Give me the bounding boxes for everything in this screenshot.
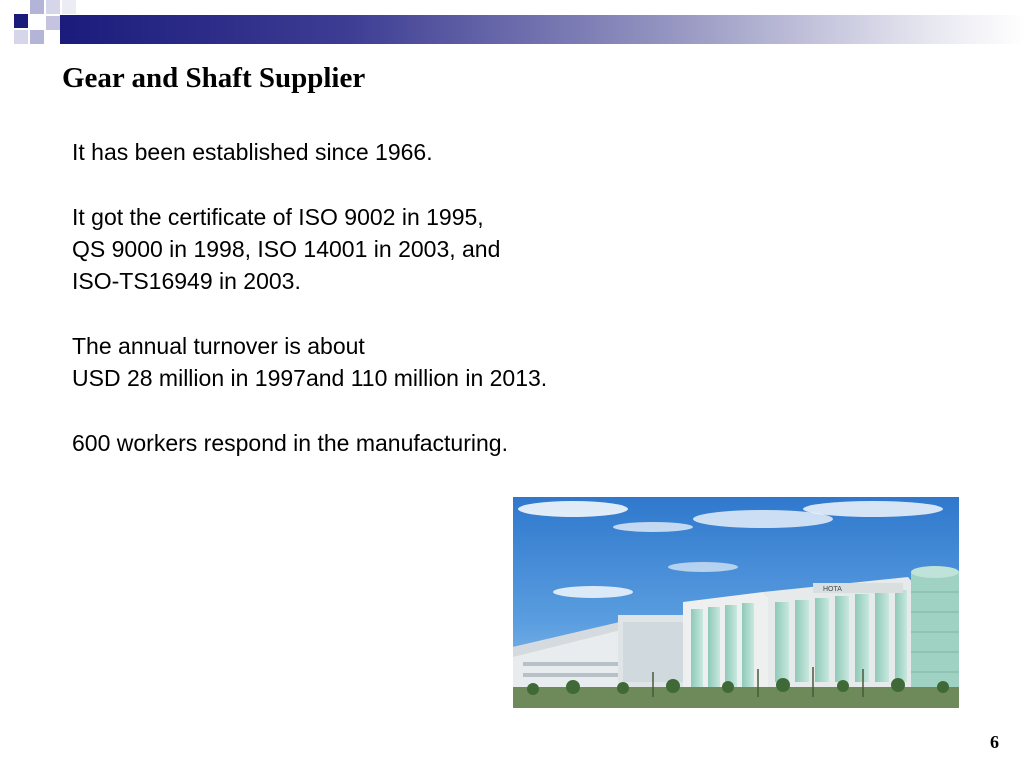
paragraph-certificates — [72, 201, 712, 297]
paragraph-turnover — [72, 330, 712, 394]
text-line: It has been established since 1966. — [72, 139, 433, 165]
text-line: The annual turnover is about — [72, 333, 365, 359]
slide-body — [72, 136, 712, 492]
text-line: QS 9000 in 1998, ISO 14001 in 2003, and — [72, 236, 501, 262]
paragraph-workers — [72, 427, 712, 459]
text-line: 600 workers respond in the manufacturing. — [72, 430, 508, 456]
building-sign: HOTA — [823, 586, 842, 593]
page-number: 6 — [990, 732, 999, 752]
factory-building-photo — [513, 497, 959, 708]
paragraph-established — [72, 136, 712, 168]
header-gradient-bar — [60, 15, 1024, 44]
text-line: USD 28 million in 1997and 110 million in 2013. — [72, 365, 548, 391]
slide-title: Gear and Shaft Supplier — [62, 62, 366, 94]
text-line: ISO-TS16949 in 2003. — [72, 268, 301, 294]
text-line: It got the certificate of ISO 9002 in 1995, — [72, 204, 484, 230]
